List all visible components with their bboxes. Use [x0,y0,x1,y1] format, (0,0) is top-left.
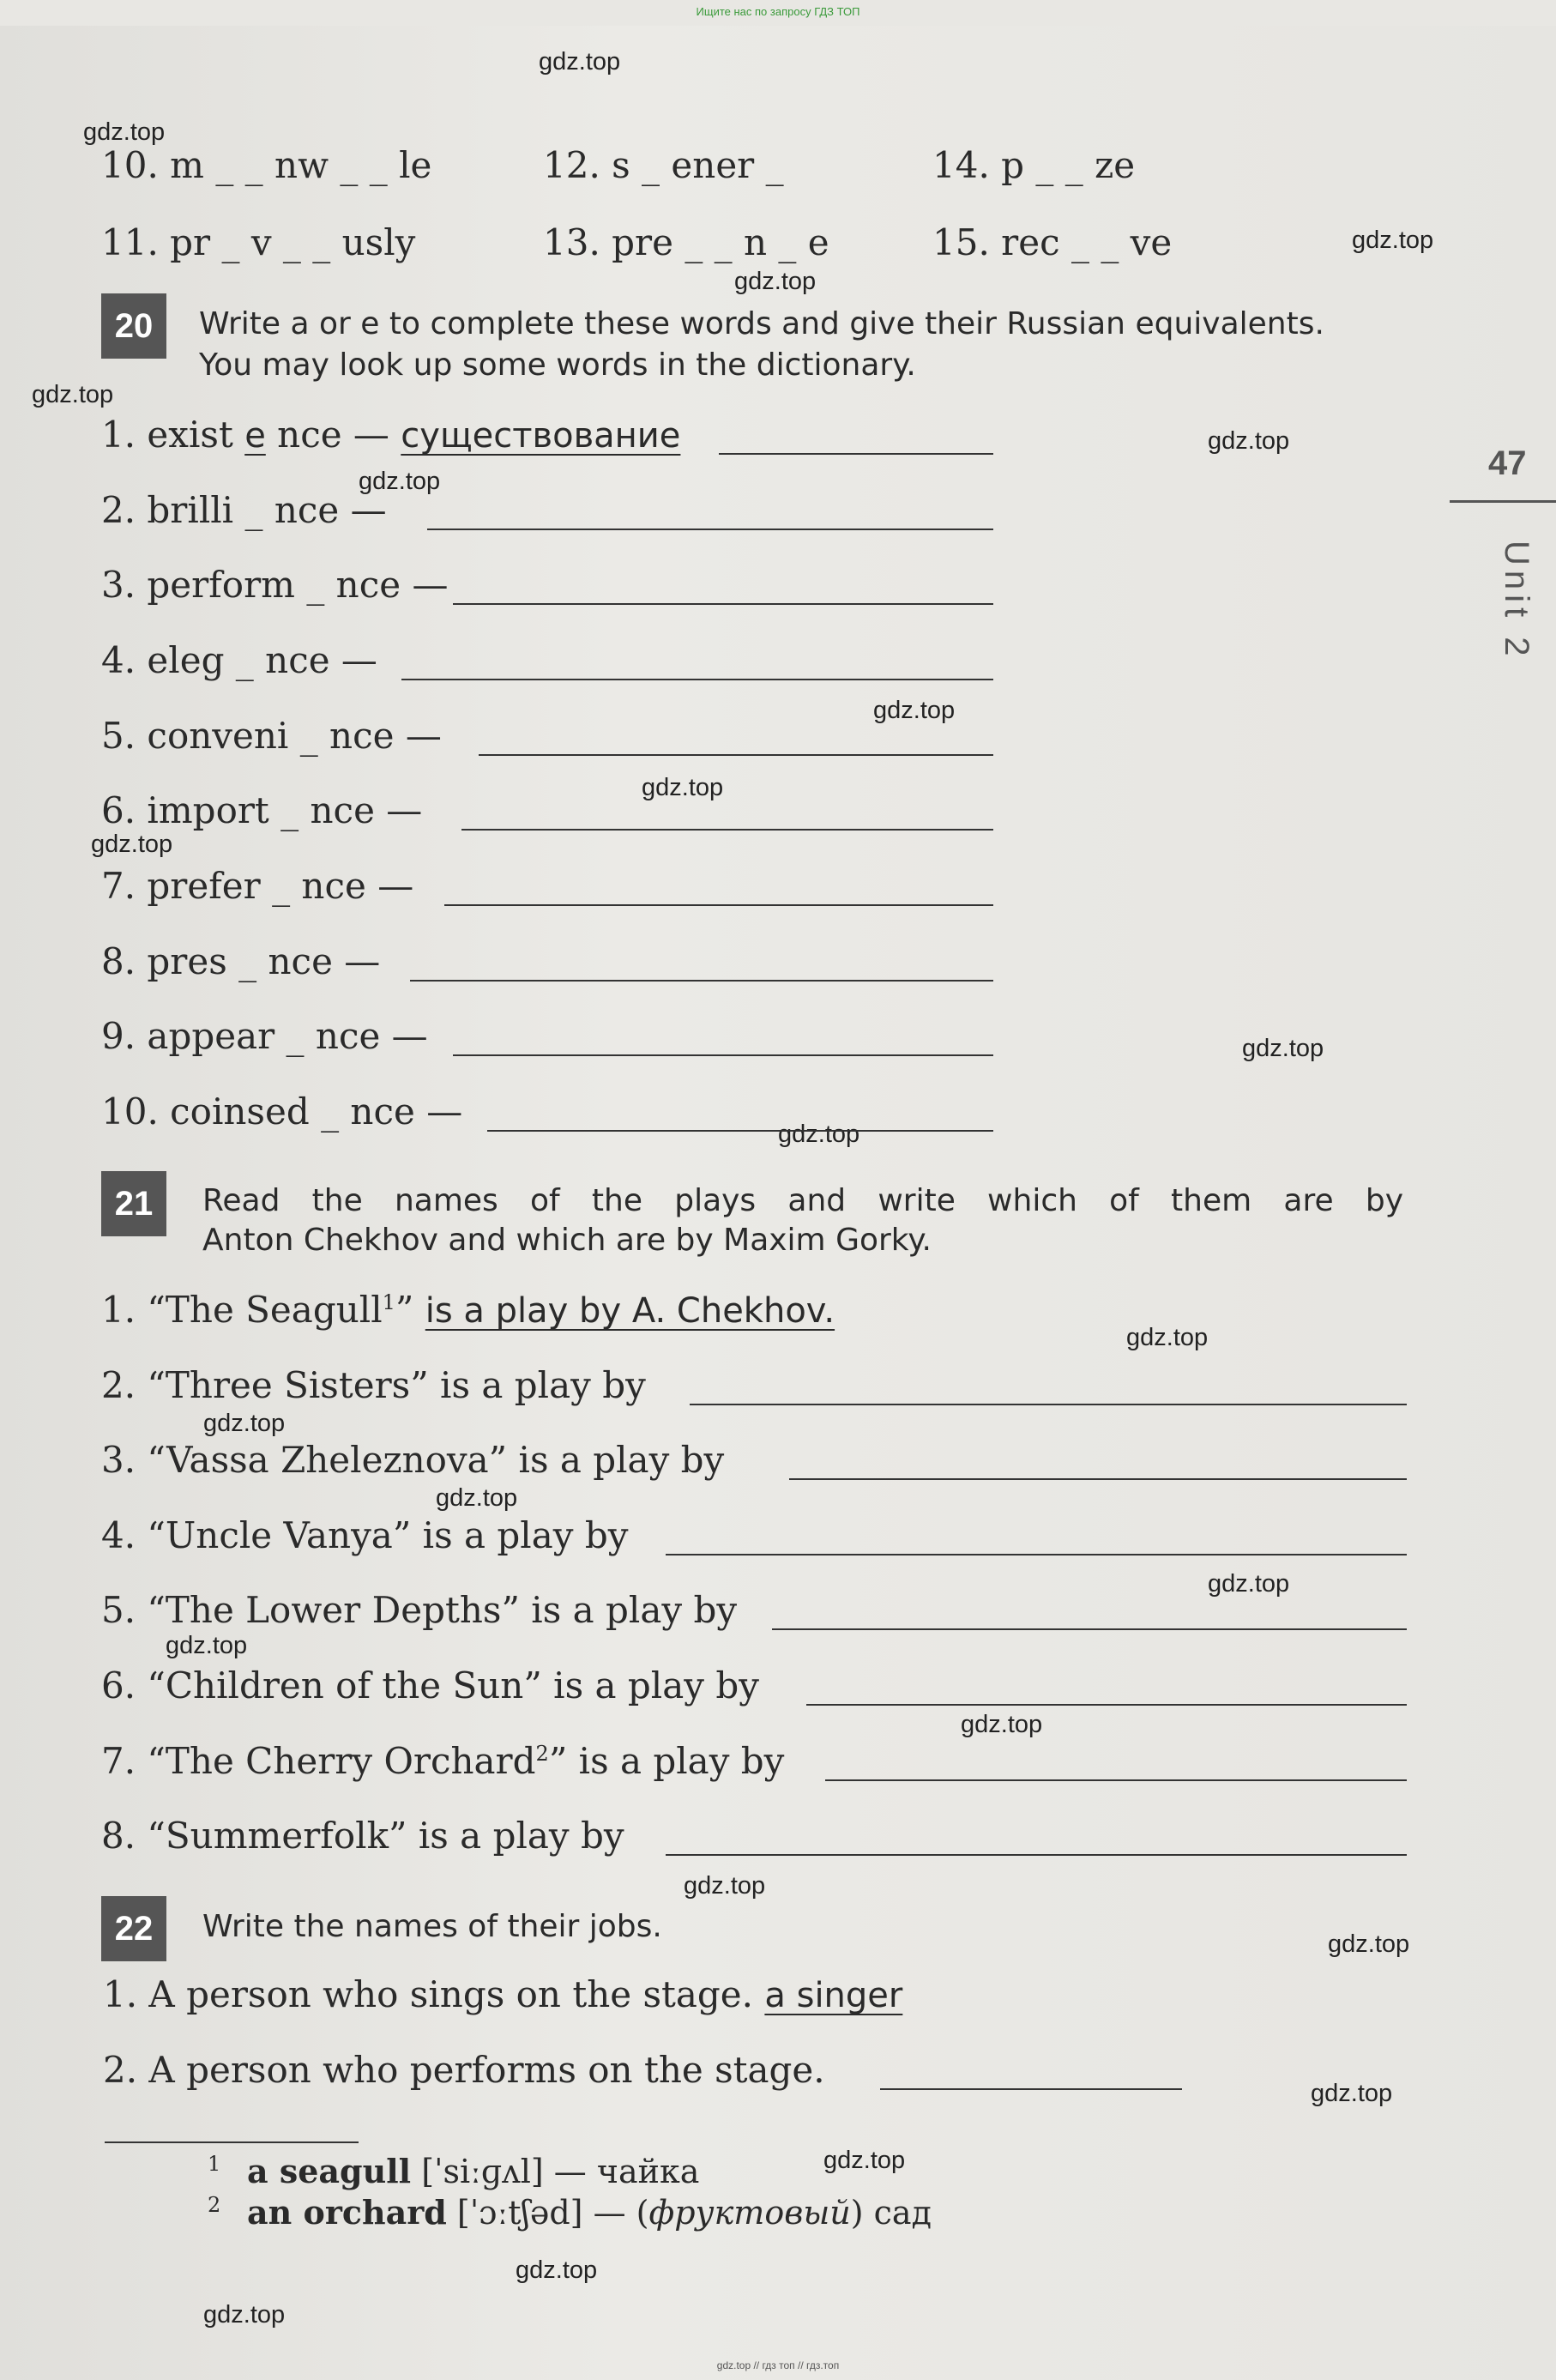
ex20-item: 1. exist e nce — существование [101,414,681,456]
answer-blank[interactable] [461,829,993,831]
ex19-item: 15. rec _ _ ve [932,221,1173,263]
answer-blank[interactable] [825,1779,1407,1781]
exercise-number-badge: 21 [101,1171,166,1236]
unit-label: Unit 2 [1498,541,1535,661]
watermark: gdz.top [1242,1035,1324,1062]
watermark: gdz.top [203,1410,286,1437]
footnote: a seagull [ˈsiːɡʌl] — чайка [247,2152,700,2190]
footnote: an orchard [ˈɔːtʃəd] — (фруктовый) сад [247,2193,932,2232]
watermark: gdz.top [203,2301,286,2329]
ex19-item: 14. p _ _ ze [932,144,1136,186]
ex21-item: 2. “Three Sisters” is a play by [101,1364,646,1406]
ex22-item: 1. A person who sings on the stage. a singer [103,1973,903,2015]
watermark: gdz.top [359,468,441,495]
watermark: gdz.top [1126,1324,1209,1351]
ex21-item: 4. “Uncle Vanya” is a play by [101,1514,629,1556]
ex20-item: 2. brilli _ nce — [101,489,387,531]
ex20-item: 10. coinsed _ nce — [101,1090,463,1133]
watermark: gdz.top [778,1121,860,1148]
answer-text: существование [401,416,681,456]
ex19-item: 12. s _ ener _ [543,144,784,186]
watermark: gdz.top [823,2147,906,2174]
answer-blank[interactable] [880,2088,1182,2090]
ex22-item: 2. A person who performs on the stage. [103,2049,825,2091]
exercise-instruction-line: Anton Chekhov and which are by Maxim Gorky. [202,1223,932,1258]
ex21-item: 3. “Vassa Zheleznova” is a play by [101,1439,725,1481]
footnote-number: 1 [208,2152,221,2176]
watermark: gdz.top [873,697,956,724]
ex21-item: 1. “The Seagull$^1$” is a play by A. Chekhov. [101,1289,835,1331]
watermark: gdz.top [1328,1930,1410,1958]
watermark: gdz.top [32,381,114,408]
ex19-item: 13. pre _ _ n _ e [543,221,829,263]
ex21-item: 8. “Summerfolk” is a play by [101,1815,624,1857]
answer-blank[interactable] [719,453,993,455]
exercise-instruction-line: Read the names of the plays and write which of them are by [202,1183,1403,1218]
answer-blank[interactable] [453,603,993,605]
watermark: gdz.top [1208,427,1290,455]
watermark: gdz.top [83,118,166,146]
exercise-number-badge: 20 [101,293,166,359]
answer-blank[interactable] [453,1054,993,1056]
ex19-item: 11. pr _ v _ _ usly [101,221,416,263]
answer-blank[interactable] [772,1628,1407,1630]
watermark: gdz.top [166,1632,248,1659]
watermark: gdz.top [516,2256,598,2284]
ex19-item: 10. m _ _ nw _ _ le [101,144,432,186]
footnote-number: 2 [208,2193,221,2217]
answer-blank[interactable] [401,679,993,680]
answer-blank[interactable] [444,904,993,906]
watermark: gdz.top [734,268,817,295]
answer-blank[interactable] [487,1130,993,1132]
ex20-item: 7. prefer _ nce — [101,865,414,907]
watermark: gdz.top [1311,2080,1393,2107]
ex21-item: 7. “The Cherry Orchard$^2$” is a play by [101,1740,785,1782]
answer-blank[interactable] [479,754,993,756]
ex21-item: 6. “Children of the Sun” is a play by [101,1664,759,1706]
watermark: gdz.top [1208,1570,1290,1598]
exercise-instruction: Write a or e to complete these words and give their Russian equivalents. You may look up some words in the dictionary. [199,306,1324,383]
answer-blank[interactable] [410,980,993,982]
answer-blank[interactable] [666,1554,1407,1555]
answer-text: a singer [764,1976,903,2015]
ex21-item: 5. “The Lower Depths” is a play by [101,1589,738,1631]
page-number: 47 [1488,444,1527,482]
answer-blank[interactable] [427,529,993,530]
watermark: gdz.top [961,1711,1043,1738]
watermark: gdz.top [1352,227,1434,254]
ex20-item: 3. perform _ nce — [101,564,449,606]
watermark: gdz.top [642,774,724,801]
answer-blank[interactable] [666,1854,1407,1856]
watermark: gdz.top [91,831,173,858]
ex20-item: 5. conveni _ nce — [101,715,442,757]
bottom-banner: gdz.top // гдз топ // гдз.топ [716,2359,840,2371]
answer-blank[interactable] [789,1478,1407,1480]
answer-text: is a play by A. Chekhov. [425,1291,835,1331]
footnote-divider [105,2141,359,2143]
exercise-instruction: Write the names of their jobs. [202,1909,662,1944]
ex20-item: 9. appear _ nce — [101,1015,428,1057]
ex20-item: 4. eleg _ nce — [101,639,377,681]
top-banner: Ищите нас по запросу ГДЗ ТОП [696,5,860,18]
page-number-rule [1450,500,1556,503]
answer-blank[interactable] [806,1704,1407,1706]
answer-letter: e [244,416,266,456]
exercise-number-badge: 22 [101,1896,166,1961]
watermark: gdz.top [684,1872,766,1900]
watermark: gdz.top [436,1484,518,1512]
watermark: gdz.top [539,48,621,76]
answer-blank[interactable] [690,1404,1407,1405]
ex20-item: 8. pres _ nce — [101,940,381,982]
ex20-item: 6. import _ nce — [101,789,423,831]
